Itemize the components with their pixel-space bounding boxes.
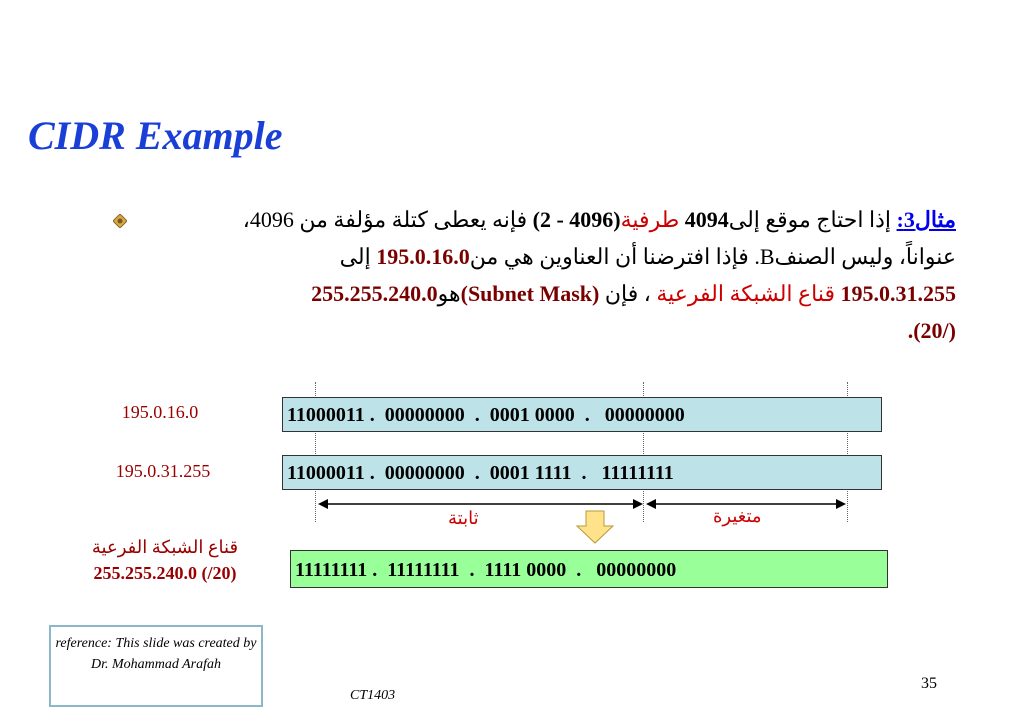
row-label-start: 195.0.16.0 bbox=[121, 402, 199, 422]
hosts-formula: (4096 - 2) bbox=[532, 207, 621, 232]
slide-title: CIDR Example bbox=[28, 113, 283, 158]
bullet-icon bbox=[113, 214, 127, 228]
end-address: 195.0.31.255 bbox=[840, 281, 956, 306]
hosts-count: 4094 bbox=[684, 207, 729, 232]
mask-label-value: 255.255.240.0 (/20) bbox=[93, 563, 237, 583]
start-address: 195.0.16.0 bbox=[376, 244, 470, 269]
page-number: 35 bbox=[921, 675, 937, 692]
line1-hosts-word: طرفية bbox=[620, 207, 680, 232]
example-paragraph bbox=[150, 201, 956, 349]
course-code: CT1403 bbox=[350, 688, 396, 703]
paragraph-line-4 bbox=[150, 312, 956, 349]
example-label: مثال bbox=[914, 207, 956, 232]
reference-note: reference: This slide was created by Dr. Mohammad Arafah bbox=[49, 625, 263, 707]
row-label-end: 195.0.31.255 bbox=[115, 461, 211, 481]
line2-text-a: عنواناً، وليس الصنف bbox=[774, 244, 956, 269]
fixed-label: ثابتة bbox=[448, 508, 479, 528]
fixed-range-arrow bbox=[318, 497, 643, 511]
line1-text-a: إذا احتاج موقع إلى bbox=[728, 207, 892, 232]
example-number: 3: bbox=[896, 207, 915, 232]
subnet-mask-english: (Subnet Mask) bbox=[460, 281, 600, 306]
subnet-mask-arabic: قناع الشبكة الفرعية bbox=[656, 281, 835, 306]
paragraph-line-1 bbox=[150, 201, 956, 238]
line2-text-c: فإذا افترضنا أن العناوين هي من bbox=[469, 244, 749, 269]
line3-text-c: ، فإن bbox=[604, 281, 651, 306]
paragraph-line-2 bbox=[150, 238, 956, 275]
binary-end-address: 11000011 . 00000000 . 0001 1111 . 11111111 bbox=[282, 455, 882, 490]
binary-start-address: 11000011 . 00000000 . 0001 0000 . 00000000 bbox=[282, 397, 882, 432]
variable-label: متغيرة bbox=[713, 506, 762, 526]
paragraph-line-3 bbox=[150, 275, 956, 312]
example-link[interactable] bbox=[897, 207, 956, 232]
prefix-length: (/20). bbox=[907, 318, 956, 343]
line3-text-e: هو bbox=[437, 281, 461, 306]
mask-value: 255.255.240.0 bbox=[311, 281, 438, 306]
block-size: 4096، bbox=[242, 207, 294, 232]
line1-text-e: فإنه يعطى كتلة مؤلفة من bbox=[299, 207, 528, 232]
line2-text-e: إلى bbox=[339, 244, 371, 269]
mask-label-arabic: قناع الشبكة الفرعية bbox=[91, 537, 239, 557]
binary-subnet-mask: 11111111 . 11111111 . 1111 0000 . 00000000 bbox=[290, 550, 888, 588]
down-arrow-icon bbox=[575, 510, 615, 544]
class-b: B. bbox=[754, 244, 775, 269]
